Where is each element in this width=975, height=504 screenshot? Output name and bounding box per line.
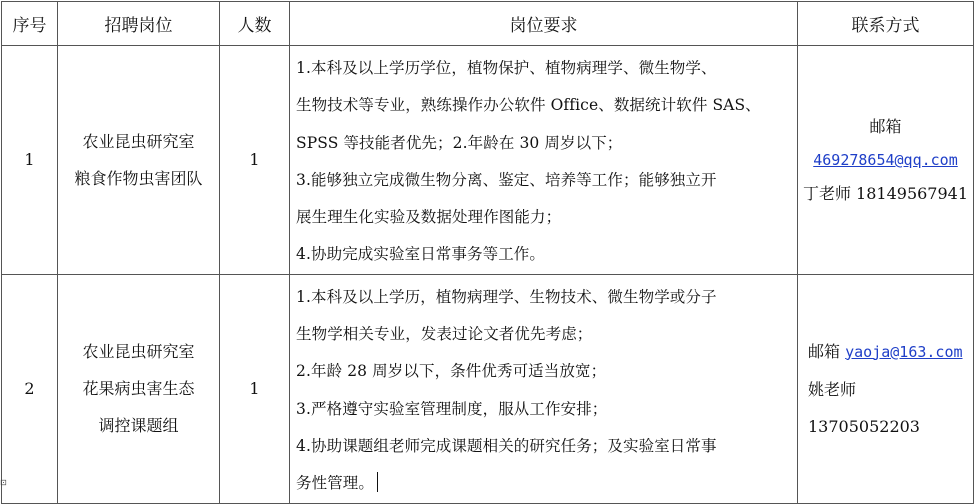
header-contact: 联系方式 [798, 2, 974, 46]
email-line [798, 333, 973, 371]
row-position [58, 46, 220, 275]
header-position: 招聘岗位 [58, 2, 220, 46]
position-line: 调控课题组 [98, 416, 179, 436]
requirement-line: 3.严格遵守实验室管理制度，服从工作安排； [296, 399, 608, 418]
contact-person: 丁老师 18149567941 [802, 183, 969, 203]
requirement-line: 生物学相关专业，发表过论文者优先考虑； [296, 325, 593, 344]
requirement-line: 展生理生化实验及数据处理作图能力； [296, 208, 562, 227]
position-line: 农业昆虫研究室 [82, 342, 195, 362]
row-count: 1 [220, 46, 290, 275]
requirement-line: 2.年龄 28 周岁以下，条件优秀可适当放宽； [296, 362, 607, 381]
requirement-line: SPSS 等技能者优先；2.年龄在 30 周岁以下； [296, 133, 623, 152]
row-contact [798, 274, 974, 503]
requirement-text: 务性管理。 [296, 474, 375, 493]
row-index: 1 [2, 46, 58, 275]
row-position [58, 274, 220, 503]
table-row [2, 274, 974, 503]
table-header-row [2, 2, 974, 46]
requirement-line: 生物技术等专业，熟练操作办公软件 Office、数据统计软件 SAS、 [296, 96, 761, 115]
table-handle-icon[interactable]: ⊡ [0, 478, 7, 487]
table-row [2, 46, 974, 275]
position-line: 花果病虫害生态 [82, 379, 195, 399]
header-requirements: 岗位要求 [290, 2, 798, 46]
position-line: 粮食作物虫害团队 [74, 168, 203, 188]
row-requirements [290, 274, 798, 503]
row-contact [798, 46, 974, 275]
contact-person: 姚老师 13705052203 [808, 379, 920, 436]
email-label: 邮箱 [808, 341, 841, 361]
position-line: 农业昆虫研究室 [82, 131, 195, 151]
requirement-line [296, 465, 797, 502]
header-count: 人数 [220, 2, 290, 46]
requirement-line: 1.本科及以上学历学位，植物保护、植物病理学、微生物学、 [296, 59, 717, 77]
recruitment-table [1, 1, 974, 504]
requirement-line: 4.协助课题组老师完成课题相关的研究任务；及实验室日常事 [296, 436, 717, 455]
row-count: 1 [220, 274, 290, 503]
row-index: 2 [2, 274, 58, 503]
row-requirements [290, 46, 798, 275]
text-cursor [377, 472, 378, 492]
email-link[interactable]: yaoja@163.com [845, 342, 963, 361]
email-label: 邮箱 [869, 116, 902, 136]
header-index: 序号 [2, 2, 58, 46]
email-link[interactable]: 469278654@qq.com [813, 150, 958, 169]
requirement-line: 3.能够独立完成微生物分离、鉴定、培养等工作；能够独立开 [296, 170, 717, 189]
requirement-line: 4.协助完成实验室日常事务等工作。 [296, 245, 545, 264]
requirement-line: 1.本科及以上学历，植物病理学、生物技术、微生物学或分子 [296, 287, 717, 306]
